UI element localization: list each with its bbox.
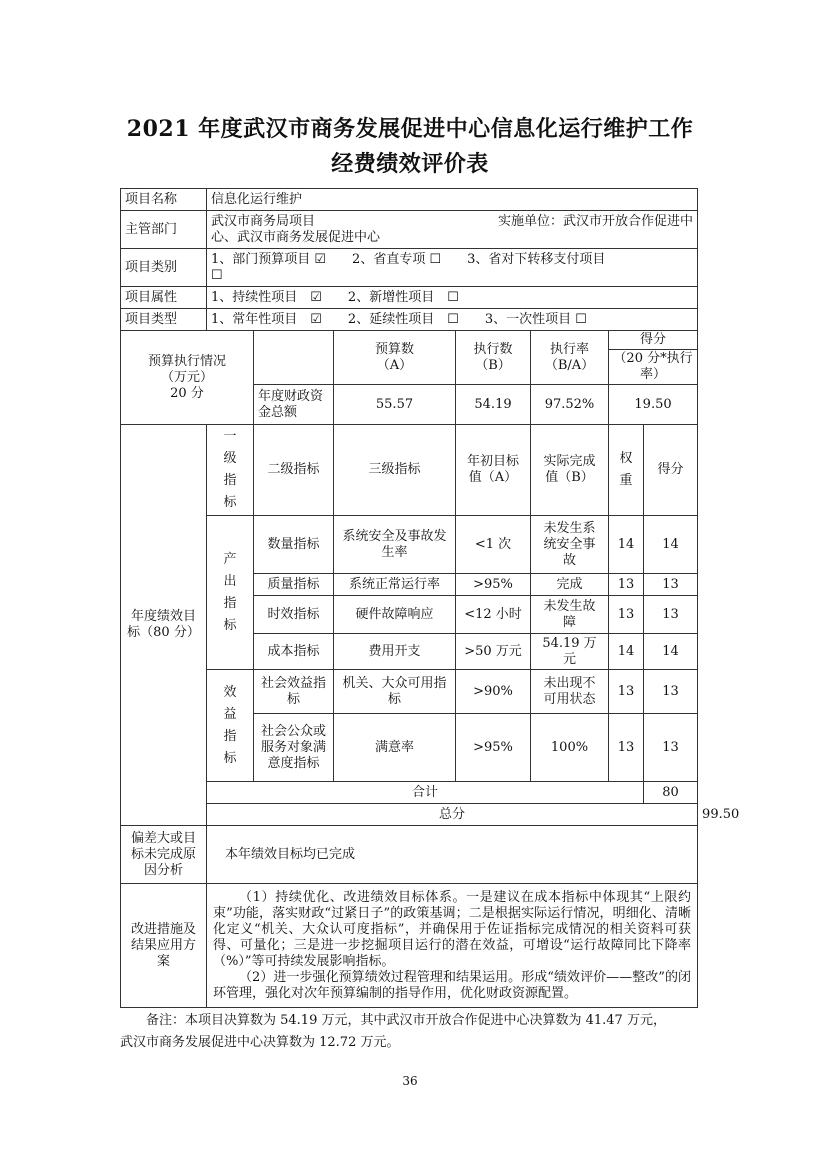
page-title-line2: 经费绩效评价表 [331, 151, 489, 177]
score-cell: 13 [644, 574, 698, 596]
target-cell: <1 次 [456, 516, 531, 574]
rate-value: 97.52% [531, 385, 609, 425]
budget-label [121, 331, 254, 425]
deviation-label: 偏差大或目 标未完成原 因分析 [121, 826, 207, 884]
budget-amount-header: 预算数 （A） [334, 331, 456, 385]
target-cell: >95% [456, 714, 531, 782]
category-cell [207, 249, 698, 287]
impl-label: 实施单位：武汉市开放合作促进中 [498, 213, 694, 229]
level3-cell: 满意率 [334, 714, 456, 782]
dept-cell [207, 211, 698, 249]
benefit-indicator-label: 效 益 指 标 [207, 670, 254, 782]
exec-rate-header: 执行率 （B/A） [531, 331, 609, 385]
target-cell: >90% [456, 670, 531, 714]
impl-value: 心、武汉市商务发展促进中心 [211, 229, 381, 245]
actual-cell: 未发生系 统安全事 故 [531, 516, 609, 574]
type-value: 1、常年性项目 ☑ 2、延续性项目 ☐ 3、一次性项目 ☐ [207, 309, 698, 331]
subtotal-value: 80 [644, 782, 698, 804]
actual-cell: 100% [531, 714, 609, 782]
level2-cell: 数量指标 [254, 516, 334, 574]
score-cell: 13 [644, 596, 698, 634]
score-cell: 13 [644, 714, 698, 782]
perf-label: 年度绩效目 标（80 分） [121, 425, 207, 826]
budget-blank-header [254, 331, 334, 385]
budget-label-line1: 预算执行情况 [147, 353, 226, 369]
level2-header: 二级指标 [254, 425, 334, 516]
level1-header: 一 级 指 标 [207, 425, 254, 516]
category-options-wrap: ☐ [211, 267, 223, 283]
level2-cell: 成本指标 [254, 634, 334, 670]
level3-cell: 机关、大众可用指 标 [334, 670, 456, 714]
weight-cell: 13 [609, 714, 644, 782]
improve-paragraph-1: （1）持续优化、改进绩效目标体系。一是建议在成本指标中体现其“上限约束”功能，落实财政“过紧日子”的政策基调；二是根据实际运行情况，明细化、清晰化定义“机关、大众认可度指标”，并确保用于佐证指标完成情况的相关资料可获得、可量化；三是进一步挖掘项目运行的潜在效益，可增设“运行故障同比下降率（%）”等可持续发展影响指标。 [213, 889, 692, 969]
actual-cell: 完成 [531, 574, 609, 596]
actual-cell: 未出现不 可用状态 [531, 670, 609, 714]
weight-cell: 14 [609, 634, 644, 670]
remarks-line2: 武汉市商务发展促进中心决算数为 12.72 万元。 [120, 1035, 400, 1050]
project-name-label: 项目名称 [121, 189, 207, 211]
level3-cell: 系统正常运行率 [334, 574, 456, 596]
level2-cell: 时效指标 [254, 596, 334, 634]
target-cell: >95% [456, 574, 531, 596]
type-label: 项目类型 [121, 309, 207, 331]
score-header: 得分 [644, 425, 698, 516]
category-options: 1、部门预算项目 ☑ 2、省直专项 ☐ 3、省对下转移支付项目 [211, 251, 606, 267]
dept-label: 主管部门 [121, 211, 207, 249]
budget-value: 55.57 [334, 385, 456, 425]
exec-amount-header: 执行数 （B） [456, 331, 531, 385]
target-cell: >50 万元 [456, 634, 531, 670]
budget-label-line2: （万元） [160, 369, 213, 385]
level3-cell: 费用开支 [334, 634, 456, 670]
score-cell: 14 [644, 634, 698, 670]
actual-cell: 未发生故 障 [531, 596, 609, 634]
improve-label: 改进措施及 结果应用方 案 [121, 884, 207, 1008]
weight-cell: 13 [609, 596, 644, 634]
actual-cell: 54.19 万 元 [531, 634, 609, 670]
dept-value: 武汉市商务局项目 [211, 213, 316, 229]
page-title-line1: 2021 年度武汉市商务发展促进中心信息化运行维护工作 [126, 116, 694, 142]
project-name-value: 信息化运行维护 [207, 189, 698, 211]
category-label: 项目类别 [121, 249, 207, 287]
budget-label-line3: 20 分 [170, 385, 204, 401]
output-indicator-label: 产 出 指 标 [207, 516, 254, 670]
improve-paragraph-2: （2）进一步强化预算绩效过程管理和结果运用。形成“绩效评价——整改”的闭环管理，强化对次年预算编制的指导作用，优化财政资源配置。 [213, 969, 692, 1001]
budget-score-header: 得分 （20 分*执行率） [609, 331, 698, 385]
fiscal-total-label: 年度财政资 金总额 [254, 385, 334, 425]
attr-value: 1、持续性项目 ☑ 2、新增性项目 ☐ [207, 287, 698, 309]
level2-cell: 社会效益指 标 [254, 670, 334, 714]
score-cell: 13 [644, 670, 698, 714]
subtotal-label: 合计 [207, 782, 644, 804]
weight-header: 权 重 [609, 425, 644, 516]
actual-header: 实际完成 值（B） [531, 425, 609, 516]
deviation-value: 本年绩效目标均已完成 [207, 826, 698, 884]
weight-cell: 14 [609, 516, 644, 574]
table-row [121, 516, 698, 574]
page-number: 36 [402, 1074, 418, 1088]
table-row [121, 670, 698, 714]
level3-header: 三级指标 [334, 425, 456, 516]
improve-value [207, 884, 698, 1008]
budget-score-value: 19.50 [609, 385, 698, 425]
target-header: 年初目标 值（A） [456, 425, 531, 516]
total-label: 总分 [207, 804, 698, 826]
weight-cell: 13 [609, 670, 644, 714]
weight-cell: 13 [609, 574, 644, 596]
attr-label: 项目属性 [121, 287, 207, 309]
target-cell: <12 小时 [456, 596, 531, 634]
score-cell: 14 [644, 516, 698, 574]
level2-cell: 社会公众或 服务对象满 意度指标 [254, 714, 334, 782]
evaluation-table: 项目名称 信息化运行维护 主管部门 武汉市商务局项目 实施单位：武汉市开放合作促进中 心、武汉市商务发展促进中心 项目类别 1、部门预算项目 ☑ 2、省直专项 ☐ 3、省对下转移支付项目 ☐ 项目属性 1、持续性项目 ☑ 2、新增性项目 ☐ 项目类型 1、常年性项目 ☑ 2、延续性项目 ☐ 3、一次性项目 ☐ 预算执行情况 （万元） 20 分 预算数 （A） 执行数 （B） 执行率 （B/A） 得分 （20 分*执行率） 年度财政资 金总额 55.57 54.19 97.52% 19.50 年度绩效目 标（80 分） 一 级 指 标 二级指标 三级指标 年初目标 值（A） 实际完成 值（B） 权 重 得分 产 出 指 标 数量指标 系统安全及事故发 生率 <1 次 未发生系 统安全事 故 14 14 质量指标 系统正常运行率 >95% 完成 13 13 时效指标 硬件故障响应 <12 小时 未发生故 障 13 13 成本指标 费用开支 >50 万元 54.19 万 元 14 14 效 益 指 标 社会效益指 标 机关、大众可用指 标 >90% 未出现不 可用状态 13 13 社会公众或 服务对象满 意度指标 满意率 >95% 100% 13 13 合计 80 总分 99.50 偏差大或目 标未完成原 因分析 本年绩效目标均已完成 改进措施及 结果应用方 案 （1）持续优化、改进绩效目标体系。一是建议在成本指标中体现其“上限约束”功能，落实财政“过紧日子”的政策基调；二是根据实际运行情况，明细化、清晰化定义“机关、大众认可度指标”，并确保用于佐证指标完成情况的相关资料可获得、可量化；三是进一步挖掘项目运行的潜在效益，可增设“运行故障同比下降率（%）”等可持续发展影响指标。 （2）进一步强化预算绩效过程管理和结果运用。形成“绩效评价——整改”的闭环管理，强化对次年预算编制的指导作用，优化财政资源配置。 [120, 188, 698, 1008]
level3-cell: 硬件故障响应 [334, 596, 456, 634]
exec-value: 54.19 [456, 385, 531, 425]
remarks-line1: 备注：本项目决算数为 54.19 万元，其中武汉市开放合作促进中心决算数为 41.47 万元， [146, 1013, 666, 1028]
level3-cell: 系统安全及事故发 生率 [334, 516, 456, 574]
level2-cell: 质量指标 [254, 574, 334, 596]
remarks [120, 1010, 700, 1054]
